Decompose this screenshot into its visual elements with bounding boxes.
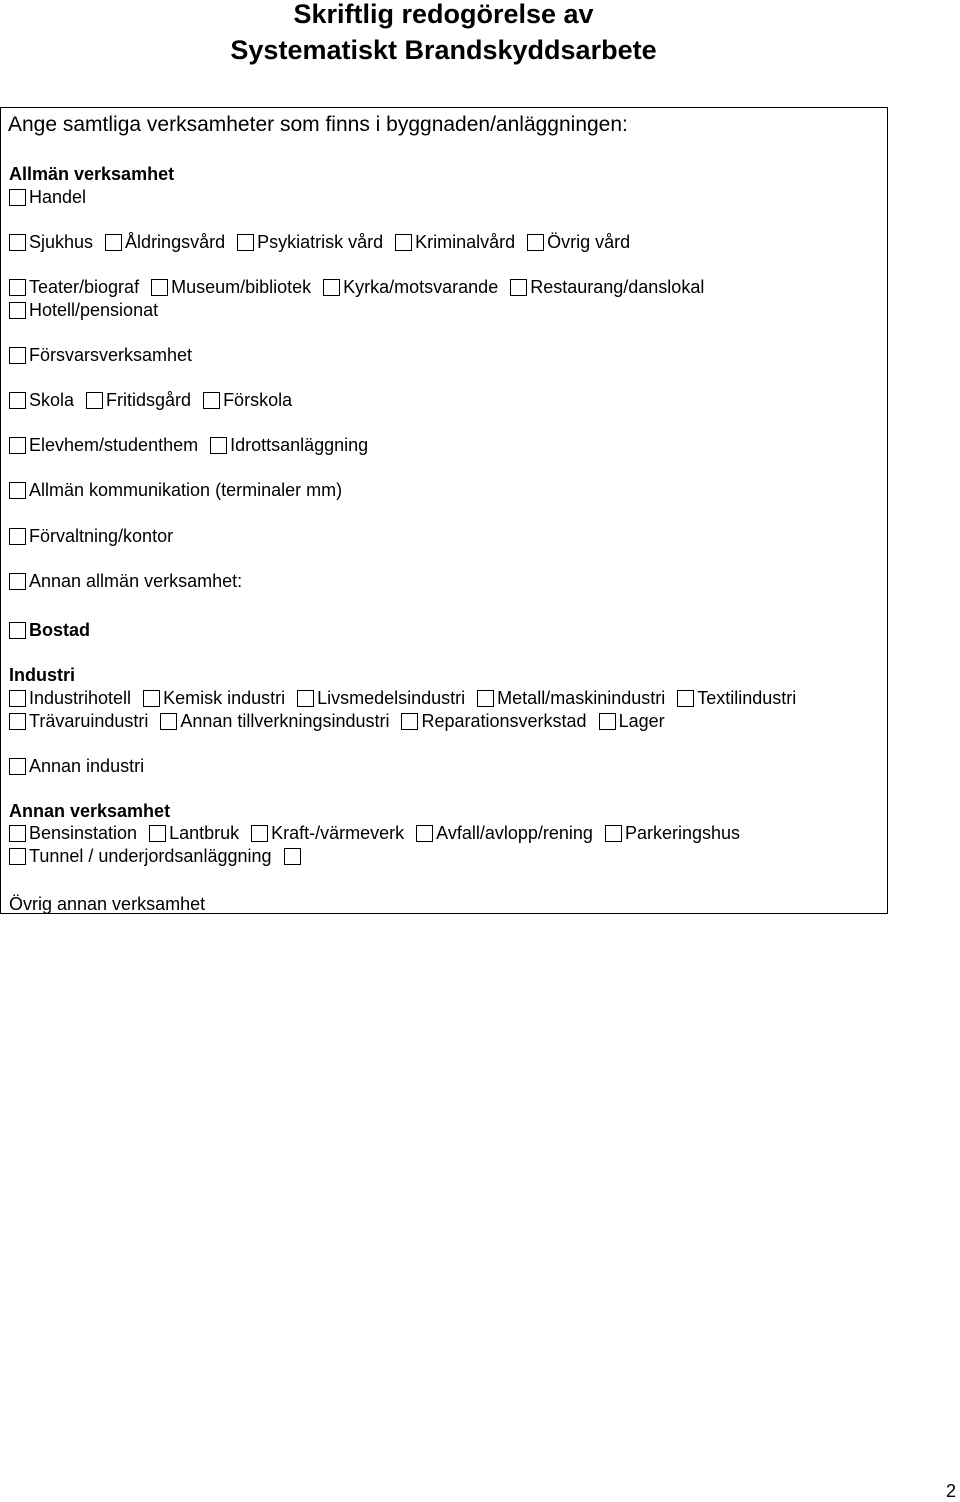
option-label: Bensinstation: [29, 823, 138, 843]
checkbox-fritidsgard[interactable]: [86, 392, 103, 409]
option-forskola[interactable]: [203, 389, 292, 411]
option-museum-bibliotek[interactable]: [151, 276, 311, 298]
option-idrottsanlaggning[interactable]: [210, 434, 368, 456]
option-annan-tillverkningsindustri[interactable]: [160, 710, 389, 732]
option-label: Textilindustri: [697, 688, 797, 708]
checkbox-row: [9, 619, 90, 641]
checkbox-avfall-avlopp-rening[interactable]: [416, 825, 433, 842]
checkbox-annan-tillverkningsindustri[interactable]: [160, 713, 177, 730]
checkbox-row: [9, 299, 158, 321]
checkbox-kemisk-industri[interactable]: [143, 690, 160, 707]
option-elevhem-studenthem[interactable]: [9, 434, 198, 456]
checkbox-lantbruk[interactable]: [149, 825, 166, 842]
heading-allman-verksamhet: Allmän verksamhet: [9, 164, 175, 184]
checkbox-textilindustri[interactable]: [677, 690, 694, 707]
checkbox-forskola[interactable]: [203, 392, 220, 409]
option-ovrig-vard[interactable]: [527, 231, 630, 253]
checkbox-museum-bibliotek[interactable]: [151, 279, 168, 296]
option-industrihotell[interactable]: [9, 687, 131, 709]
checkbox-ovrig-vard[interactable]: [527, 234, 544, 251]
checkbox-row: [9, 389, 292, 411]
option-psykiatrisk-vard[interactable]: [237, 231, 383, 253]
title-line-1: Skriftlig redogörelse av: [293, 0, 594, 29]
option-forsvarsverksamhet[interactable]: [9, 344, 192, 366]
option-annan-industri[interactable]: [9, 755, 144, 777]
option-label: Allmän kommunikation (terminaler mm): [29, 480, 343, 500]
option-label: Sjukhus: [29, 232, 94, 252]
option-label: Museum/bibliotek: [171, 277, 312, 297]
option-label: Förvaltning/kontor: [29, 526, 174, 546]
option-label: Kriminalvård: [415, 232, 516, 252]
option-aldringsvard[interactable]: [105, 231, 225, 253]
checkbox-idrottsanlaggning[interactable]: [210, 437, 227, 454]
checkbox-row: [9, 186, 86, 208]
option-label: Annan tillverkningsindustri: [180, 711, 390, 731]
document-title: [0, 0, 887, 68]
heading-annan-verksamhet: Annan verksamhet: [9, 801, 171, 821]
checkbox-livsmedelsindustri[interactable]: [297, 690, 314, 707]
checkbox-annan-allman-verksamhet[interactable]: [9, 573, 26, 590]
checkbox-elevhem-studenthem[interactable]: [9, 437, 26, 454]
option-label: Åldringsvård: [125, 232, 226, 252]
option-restaurang-danslokal[interactable]: [510, 276, 704, 298]
checkbox-kriminalvard[interactable]: [395, 234, 412, 251]
option-label: Elevhem/studenthem: [29, 435, 199, 455]
option-allman-kommunikation-terminaler-mm[interactable]: [9, 479, 342, 501]
option-label: Handel: [29, 187, 87, 207]
checkbox-row: [9, 755, 144, 777]
option-label: Avfall/avlopp/rening: [436, 823, 593, 843]
option-livsmedelsindustri[interactable]: [297, 687, 465, 709]
checkbox-reparationsverkstad[interactable]: [401, 713, 418, 730]
option-blank[interactable]: [284, 848, 304, 865]
option-tunnel-underjordsanlaggning[interactable]: [9, 845, 272, 867]
option-label: Restaurang/danslokal: [530, 277, 705, 297]
option-teater-biograf[interactable]: [9, 276, 139, 298]
option-avfall-avlopp-rening[interactable]: [416, 822, 593, 844]
option-label: Metall/maskinindustri: [497, 688, 666, 708]
activity-form-frame: [0, 107, 888, 914]
option-metall-maskinindustri[interactable]: [477, 687, 665, 709]
option-parkeringshus[interactable]: [605, 822, 740, 844]
checkbox-allman-kommunikation-terminaler-mm[interactable]: [9, 482, 26, 499]
option-label: Övrig vård: [547, 232, 631, 252]
checkbox-row: [9, 344, 192, 366]
option-lager[interactable]: [599, 710, 665, 732]
option-label: Bostad: [29, 620, 91, 640]
checkbox-metall-maskinindustri[interactable]: [477, 690, 494, 707]
option-hotell-pensionat[interactable]: [9, 299, 158, 321]
checkbox-teater-biograf[interactable]: [9, 279, 26, 296]
checkbox-kraft-varmeverk[interactable]: [251, 825, 268, 842]
checkbox-parkeringshus[interactable]: [605, 825, 622, 842]
checkbox-row: [9, 822, 740, 844]
checkbox-row: [9, 479, 342, 501]
option-label: Försvarsverksamhet: [29, 345, 193, 365]
option-label: Industrihotell: [29, 688, 132, 708]
checkbox-kyrka-motsvarande[interactable]: [323, 279, 340, 296]
option-label: Fritidsgård: [106, 390, 192, 410]
option-label: Skola: [29, 390, 75, 410]
option-bostad[interactable]: [9, 619, 90, 641]
checkbox-row: [9, 845, 304, 867]
checkbox-handel[interactable]: [9, 189, 26, 206]
title-line-2: Systematiskt Brandskyddsarbete: [230, 35, 657, 65]
option-label: Livsmedelsindustri: [317, 688, 466, 708]
checkbox-row: [9, 710, 665, 732]
option-label: Tunnel / underjordsanläggning: [29, 846, 272, 866]
option-textilindustri[interactable]: [677, 687, 796, 709]
option-label: Förskola: [223, 390, 293, 410]
ovrig-annan-verksamhet-label: Övrig annan verksamhet: [9, 894, 206, 914]
form-intro: Ange samtliga verksamheter som finns i byggnaden/anläggningen:: [8, 113, 628, 136]
option-label: Parkeringshus: [624, 823, 741, 843]
checkbox-row: [9, 525, 173, 547]
option-label: Teater/biograf: [29, 277, 140, 297]
option-lantbruk[interactable]: [149, 822, 239, 844]
heading-industri: Industri: [9, 665, 75, 685]
checkbox-skola[interactable]: [9, 392, 26, 409]
option-label: Idrottsanläggning: [230, 435, 369, 455]
option-label: Kraft-/värmeverk: [271, 823, 405, 843]
checkbox-industrihotell[interactable]: [9, 690, 26, 707]
option-skola[interactable]: [9, 389, 74, 411]
checkbox-bostad[interactable]: [9, 622, 26, 639]
option-travaruindustri[interactable]: [9, 710, 148, 732]
checkbox-row: [9, 276, 704, 298]
checkbox-forvaltning-kontor[interactable]: [9, 528, 26, 545]
checkbox-row: [9, 434, 368, 456]
option-label: Psykiatrisk vård: [257, 232, 384, 252]
option-kemisk-industri[interactable]: [143, 687, 285, 709]
option-label: Reparationsverkstad: [421, 711, 587, 731]
checkbox-psykiatrisk-vard[interactable]: [237, 234, 254, 251]
checkbox-bensinstation[interactable]: [9, 825, 26, 842]
option-label: Annan industri: [29, 756, 145, 776]
checkbox-row: [9, 687, 796, 709]
checkbox-sjukhus[interactable]: [9, 234, 26, 251]
option-label: Kemisk industri: [163, 688, 286, 708]
option-fritidsgard[interactable]: [86, 389, 191, 411]
checkbox-tunnel-underjordsanlaggning[interactable]: [9, 848, 26, 865]
option-label: Lager: [618, 711, 665, 731]
option-reparationsverkstad[interactable]: [401, 710, 586, 732]
option-handel[interactable]: [9, 186, 86, 208]
checkbox-lager[interactable]: [599, 713, 616, 730]
checkbox-annan-industri[interactable]: [9, 758, 26, 775]
option-label: Annan allmän verksamhet:: [29, 571, 243, 591]
option-kyrka-motsvarande[interactable]: [323, 276, 498, 298]
checkbox-restaurang-danslokal[interactable]: [510, 279, 527, 296]
checkbox-row: [9, 570, 242, 592]
checkbox-row: [9, 231, 630, 253]
checkbox-travaruindustri[interactable]: [9, 713, 26, 730]
page-number: 2: [945, 1481, 956, 1501]
checkbox-aldringsvard[interactable]: [105, 234, 122, 251]
option-annan-allman-verksamhet[interactable]: [9, 570, 242, 592]
checkbox-forsvarsverksamhet[interactable]: [9, 347, 26, 364]
option-forvaltning-kontor[interactable]: [9, 525, 173, 547]
checkbox-blank[interactable]: [284, 848, 301, 865]
option-bensinstation[interactable]: [9, 822, 137, 844]
option-label: Trävaruindustri: [29, 711, 149, 731]
option-sjukhus[interactable]: [9, 231, 93, 253]
checkbox-hotell-pensionat[interactable]: [9, 302, 26, 319]
option-label: Lantbruk: [169, 823, 240, 843]
option-kraft-varmeverk[interactable]: [251, 822, 404, 844]
option-kriminalvard[interactable]: [395, 231, 515, 253]
option-label: Hotell/pensionat: [29, 300, 159, 320]
option-label: Kyrka/motsvarande: [343, 277, 499, 297]
